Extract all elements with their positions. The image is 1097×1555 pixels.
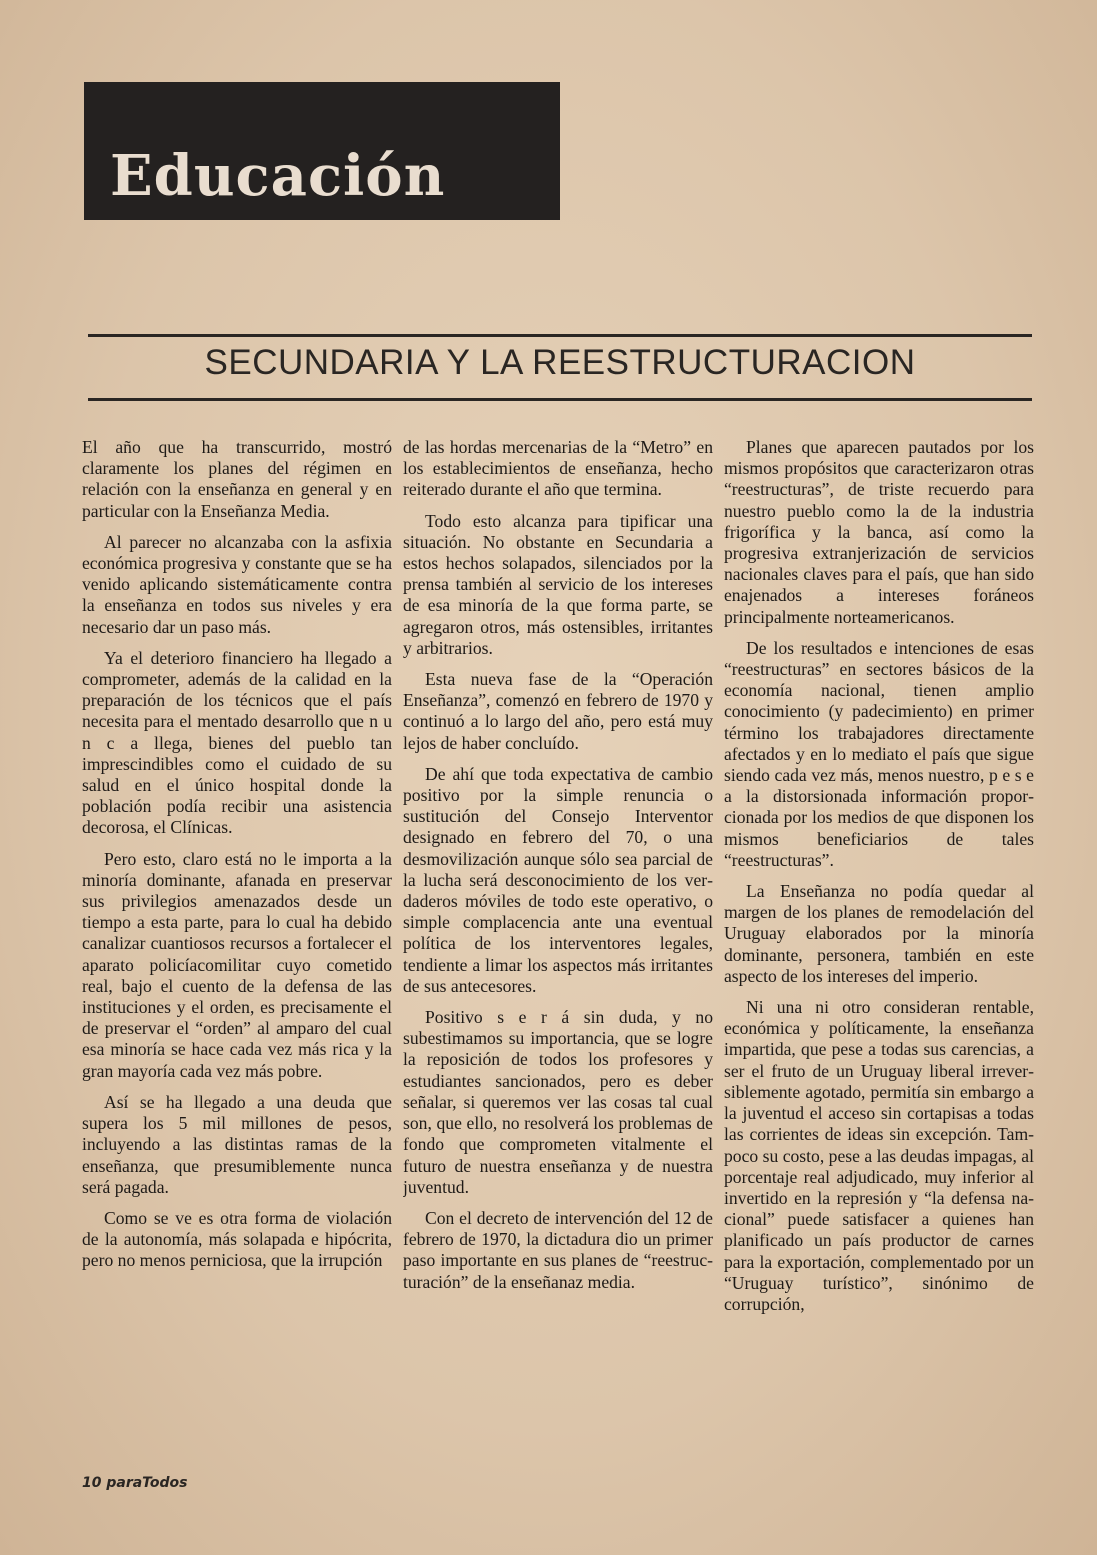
headline-bottom-rule (88, 398, 1032, 401)
paragraph: Planes que aparecen pautados por los mismos propósitos que caracterizaron otras “reestructuras”, de triste recuerdo para nuestro pueblo como la de la industria frigorífica y la banca, así como la progresiva extranjerización de servicios nacionales claves para el país, que han sido enajenados a intereses foráneos principalmente norteamericanos. (724, 437, 1034, 627)
paragraph: La Enseñanza no podía quedar al margen de los planes de remodelación del Uruguay elaborados por la minoría dominante, personera, también en este aspecto de los intereses del imperio. (724, 881, 1034, 986)
text-column-3 (724, 437, 1034, 1442)
paragraph: De los resultados e intenciones de esas “reestructuras” en sectores básicos de la economía nacional, tienen amplio conocimiento (y padecimiento) en primer término los trabajadores directamente afectados y en lo mediato el país que sigue siendo cada vez más, menos nuestro, p e s e a la distorsionada información proporcionada por los medios de que disponen los mismos beneficiarios de tales “reestructuras”. (724, 637, 1034, 870)
paragraph: Positivo s e r á sin duda, y no subestimamos su importancia, que se logre la reposición de todos los profesores y estudiantes sancionados, pero es deber señalar, si queremos ver las cosas tal cual son, que ello, no resolverá los problemas de fondo que comprometen vitalmente el futuro de nuestra enseñanza y de nuestra juventud. (403, 1007, 713, 1197)
paragraph: Así se ha llegado a una deuda que supera los 5 mil millones de pesos, incluyendo a las distintas ramas de la enseñanza, que presumiblemente nunca será pagada. (82, 1091, 392, 1197)
paragraph: Como se ve es otra forma de violación de la autonomía, más solapada e hipócrita, pero no menos perniciosa, que la irrupción (82, 1207, 392, 1271)
text-column-2 (403, 437, 713, 1442)
paragraph: Ya el deterioro financiero ha llegado a comprometer, además de la calidad en la preparación de los técnicos que el país necesita para el mentado desarrollo que n u n c a llega, bienes del pueblo tan imprescindibles como el cuidado de su salud en el único hospital donde la población podía recibir una asistencia decorosa, el Clínicas. (82, 647, 392, 838)
section-title: Educación (110, 143, 446, 209)
paragraph: Al parecer no alcanzaba con la asfixia económica progresiva y constante que se ha venido aplicando sistemáticamente contra la enseñanza en todos sus niveles y era necesario dar un paso más. (82, 531, 392, 637)
paragraph: de las hordas mercenarias de la “Metro” en los establecimientos de enseñanza, hecho reiterado durante el año que termina. (403, 437, 713, 500)
text-column-1 (82, 437, 392, 1442)
article-headline: SECUNDARIA Y LA REESTRUCTURACION (204, 343, 916, 382)
paragraph: El año que ha transcurrido, mostró claramente los planes del régimen en relación con la enseñanza en general y en particular con la Enseñanza Media. (82, 437, 392, 521)
paragraph: Pero esto, claro está no le importa a la minoría dominante, afanada en preservar sus privilegios amenazados desde un tiempo a esta parte, para lo cual ha debido canalizar cuantiosos recursos a fortalecer el aparato policíacomilitar cuyo cometido real, bajo el cuento de la defensa de las instituciones y el orden, es precisamente el de preservar el “orden” al amparo del cual esa minoría se hace cada vez más rica y la gran mayoría cada vez más pobre. (82, 848, 392, 1081)
headline-top-rule (88, 334, 1032, 337)
paragraph: Con el decreto de intervención del 12 de febrero de 1970, la dictadura dio un primer paso importante en sus planes de “reestructuración” de la enseñanaz media. (403, 1207, 713, 1292)
article-body (82, 437, 1034, 1442)
page-footer: 10 paraTodos (82, 1475, 188, 1491)
paragraph: De ahí que toda expectativa de cambio positivo por la simple renuncia o sustitución del Consejo Interventor designado en febrero del 70, o una desmovilización aunque sólo sea parcial de la lucha será desconocimiento de los verdaderos móviles de todo este operativo, o simple complacencia ante una eventual política de los interventores legales, tendiente a limar los aspectos más irritantes de sus antecesores. (403, 763, 713, 996)
paragraph: Esta nueva fase de la “Operación Enseñanza”, comenzó en febrero de 1970 y continuó a lo largo del año, pero está muy lejos de haber concluído. (403, 669, 713, 753)
paragraph: Ni una ni otro consideran rentable, económica y políticamente, la enseñanza impartida, que pese a todas sus carencias, a ser el fruto de un Uruguay liberal irreversiblemente agotado, permitía sin embargo a la juventud el acceso sin cortapisas a todas las corrientes de ideas sin excepción. Tampoco su costo, pese a las deudas impagas, al porcentaje real adjudicado, muy inferior al invertido en la represión y “la defensa nacional” puede satisfacer a quienes han planificado un país productor de carnes para la exportación, complementado por un “Uruguay turístico”, sinónimo de corrupción, (724, 997, 1034, 1314)
paragraph: Todo esto alcanza para tipificar una situación. No obstante en Secundaria a estos hechos solapados, silenciados por la prensa también al servicio de los intereses de esa minoría de la que forma parte, se agregaron otros, más ostensibles, irritantes y arbitrarios. (403, 510, 713, 658)
